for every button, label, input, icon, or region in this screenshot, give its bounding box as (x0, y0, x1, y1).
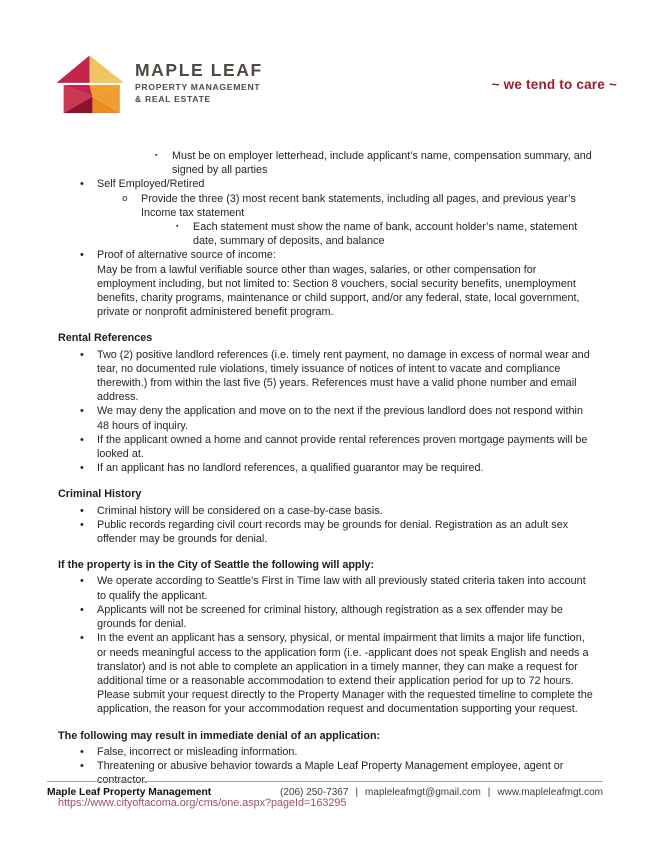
section-heading-immediate-denial: The following may result in immediate denial of an application: (58, 729, 381, 742)
logo-company-name: MAPLE LEAF (135, 60, 263, 80)
logo-subtitle-line2: & REAL ESTATE (135, 93, 211, 104)
list-item-text: Each statement must show the name of bank, account holder’s name, statement date, summary of deposits, and balance (193, 221, 578, 248)
round-bullet-icon: • (80, 462, 84, 475)
list-item (58, 461, 596, 475)
list-item-text: We may deny the application and move on to the next if the previous landlord does not respond within 48 hours of inquiry. (97, 405, 583, 432)
paragraph: May be from a lawful verifiable source other than wages, salaries, or other compensation for employment including, but not limited to: Section 8 vouchers, social security benefits, unemployment benefits, charity programs, maintenance or child support, and/or any federal, state, local government, private or nonprofit administered benefit program. (97, 263, 580, 319)
footer-separator: | (487, 787, 491, 798)
list-item-text: Two (2) positive landlord references (i.e. timely rent payment, no damage in excess of normal wear and tear, no documented rule violations, timely issuance of notices of intent to vacate and compliance therewith.) from within the last five (5) years. References must have a valid phone number and email address. (97, 348, 590, 404)
list-item (58, 574, 596, 602)
list-item (58, 518, 596, 546)
document-body (58, 149, 596, 811)
round-bullet-icon: • (80, 518, 84, 531)
round-bullet-icon: • (80, 178, 84, 191)
list-item-text: Self Employed/Retired (97, 178, 205, 191)
list-item (58, 404, 596, 432)
list-item-text: We operate according to Seattle’s First in Time law with all previously stated criteria taken into account to qualify the applicant. (97, 575, 586, 602)
round-bullet-icon: • (80, 504, 84, 517)
list-item (58, 631, 596, 716)
footer-separator: | (355, 787, 359, 798)
footer-divider (47, 781, 603, 782)
list-item (58, 348, 596, 405)
round-bullet-icon: • (80, 759, 84, 772)
list-item-text: Must be on employer letterhead, include applicant’s name, compensation summary, and signed by all parties (172, 150, 592, 177)
list-item-text: If an applicant has no landlord references, a qualified guarantor may be required. (97, 462, 484, 475)
logo-wordmark (135, 55, 263, 106)
list-item (58, 504, 596, 518)
list-item-text: Provide the three (3) most recent bank statements, including all pages, and previous year’s Income tax statement (141, 192, 576, 219)
list-item (58, 745, 596, 759)
round-bullet-icon: • (80, 575, 84, 588)
round-bullet-icon: • (80, 745, 84, 758)
list-item (58, 759, 596, 787)
company-tagline: ~ we tend to care ~ (491, 77, 617, 92)
round-bullet-icon: • (80, 249, 84, 262)
section-heading-criminal-history: Criminal History (58, 488, 142, 501)
footer-website: www.mapleleafmgt.com (497, 787, 603, 798)
list-item (58, 149, 596, 177)
round-bullet-icon: • (80, 603, 84, 616)
list-item (58, 433, 596, 461)
company-logo (55, 55, 263, 115)
circle-bullet-icon: o (122, 192, 128, 204)
tacoma-hyperlink[interactable]: https://www.cityoftacoma.org/cms/one.aspx?pageId=163295 (58, 797, 347, 810)
list-item-text: Criminal history will be considered on a case-by-case basis. (97, 504, 383, 517)
footer-contact-info (280, 787, 603, 798)
footer-company-name: Maple Leaf Property Management (47, 787, 212, 798)
list-item (58, 248, 596, 262)
round-bullet-icon: • (80, 632, 84, 645)
list-item (58, 603, 596, 631)
round-bullet-icon: • (80, 433, 84, 446)
list-item-text: False, incorrect or misleading information. (97, 745, 298, 758)
footer-email: mapleleafmgt@gmail.com (365, 787, 481, 798)
list-item-text: If the applicant owned a home and cannot provide rental references proven mortgage payments will be looked at. (97, 433, 588, 461)
list-item-text: Proof of alternative source of income: (97, 249, 276, 262)
list-item (58, 177, 596, 191)
section-heading-rental-references: Rental References (58, 332, 153, 345)
round-bullet-icon: • (80, 348, 84, 361)
list-item (58, 220, 596, 248)
footer-phone: (206) 250-7367 (280, 787, 349, 798)
list-item (58, 192, 596, 220)
list-item-text: Threatening or abusive behavior towards a Maple Leaf Property Management employee, agent or contractor. (97, 759, 564, 787)
list-item-text: Public records regarding civil court records may be grounds for denial. Registration as an adult sex offender may be grounds for denial. (97, 518, 569, 546)
section-heading-seattle: If the property is in the City of Seattle the following will apply: (58, 559, 375, 572)
round-bullet-icon: • (80, 405, 84, 418)
square-bullet-icon: ▪ (155, 152, 158, 159)
list-item-text: In the event an applicant has a sensory, physical, or mental impairment that limits a major life function, or needs meaningful access to the application form (i.e. -applicant does not speak English and needs a translator) and is not able to complete an application in a timely manner, they can make a request for additional time or a reasonable accommodation to extend their application period for up to 72 hours. Please submit your request directly to the Property Manager with the requested timeline to complete the application, the reason for your accommodation request and documentation supporting your request. (97, 632, 593, 716)
logo-subtitle-line1: PROPERTY MANAGEMENT (135, 82, 261, 93)
list-item-text: Applicants will not be screened for criminal history, although registration as a sex offender may be grounds for denial. (97, 603, 563, 631)
square-bullet-icon: ▪ (176, 223, 179, 231)
footer (47, 787, 603, 798)
maple-leaf-house-icon (55, 55, 127, 115)
